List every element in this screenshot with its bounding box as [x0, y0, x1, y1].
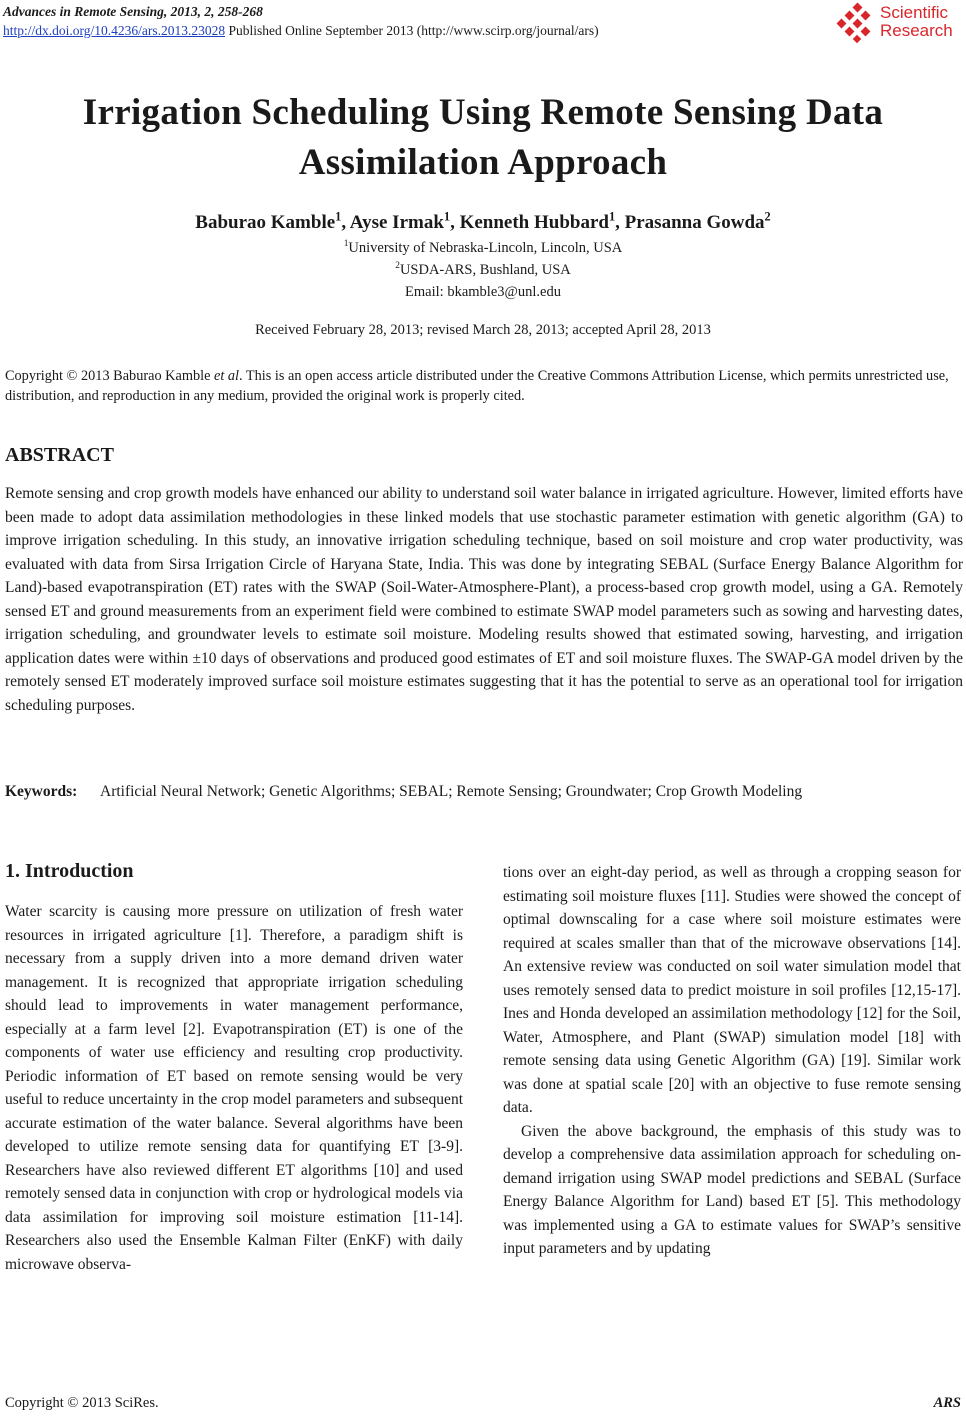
- publisher-logo-mark-icon: [836, 2, 878, 44]
- paper-title: Irrigation Scheduling Using Remote Sensing Data Assimilation Approach: [82, 92, 884, 183]
- publication-info: Published Online September 2013 (http://www.scirp.org/journal/ars): [225, 23, 599, 38]
- body-column-left: [5, 900, 463, 1276]
- author-list: Baburao Kamble$^1$, Ayse Irmak$^1$, Kenneth Hubbard$^1$, Prasanna Gowda$^2$: [195, 209, 771, 233]
- paragraph: Water scarcity is causing more pressure on utilization of fresh water resources in irrigated agriculture [1]. Therefore, a paradigm shift is necessary from a supply driven into a more demand driven water management. It is recognized that appropriate irrigation scheduling should lead to improvements in water management performance, especially at a farm level [2]. Evapotranspiration (ET) is one of the components of water use efficiency and resulting crop productivity. Periodic information of ET based on remote sensing would be very useful to reduce uncertainty in the crop model parameters and subsequent accurate estimation of the water balance. Several algorithms have been developed to utilize remote sensing data for quantifying ET [3-9]. Researchers have also reviewed different ET algorithms [10] and used remotely sensed data in conjunction with crop or hydrological models via data assimilation for improving soil moisture estimation [11-14]. Researchers also used the Ensemble Kalman Filter (EnKF) with daily microwave observa-: [5, 903, 463, 1273]
- footer-journal-abbrev: ARS: [933, 1395, 961, 1411]
- affiliation-2: $^2$USDA-ARS, Bushland, USA: [395, 261, 571, 278]
- abstract-text: Remote sensing and crop growth models have enhanced our ability to understand soil water balance in irrigated agriculture. However, limited efforts have been made to adopt data assimilation methodologies in these linked models that use stochastic parameter estimation with genetic algorithm (GA) to improve irrigation scheduling. In this study, an innovative irrigation scheduling technique, based on soil moisture and crop water productivity, was evaluated with data from Sirsa Irrigation Circle of Haryana State, India. This was done by integrating SEBAL (Surface Energy Balance Algorithm for Land)-based evapotranspiration (ET) rates with the SWAP (Soil-Water-Atmosphere-Plant), a process-based crop growth model, using a GA. Remotely sensed ET and ground measurements from an experiment field were combined to estimate SWAP model parameters such as sowing and harvesting dates, irrigation scheduling, and groundwater levels to estimate soil moisture. Modeling results showed that estimated sowing, harvesting, and irrigation application dates were within ±10 days of observations and produced good estimates of ET and soil moisture fluxes. The SWAP-GA model driven by the remotely sensed ET moderately improved surface soil moisture estimates suggesting that it has the potential to serve as an operational tool for irrigation scheduling purposes.: [5, 485, 963, 714]
- paragraph: Given the above background, the emphasis of this study was to develop a comprehensive data assimilation approach for scheduling on-demand irrigation using SWAP model predictions and SEBAL (Surface Energy Balance Algorithm for Land) based ET [5]. This methodology was implemented using a GA to estimate values for SWAP’s sensitive input parameters and by updating: [503, 1122, 961, 1257]
- doi-link[interactable]: http://dx.doi.org/10.4236/ars.2013.23028: [3, 23, 226, 38]
- keywords: [5, 780, 963, 804]
- abstract-heading: ABSTRACT: [5, 444, 114, 466]
- running-header: [3, 2, 599, 40]
- copyright-notice: Copyright © 2013 Baburao Kamble et al. This is an open access article distributed under the Creative Commons Attribution License, which permits unrestricted use, distribution, and reproduction in any medium, provided the original work is properly cited.: [5, 368, 949, 404]
- footer-copyright: Copyright © 2013 SciRes.: [5, 1395, 159, 1411]
- affiliation-1: $^1$University of Nebraska-Lincoln, Lincoln, USA: [343, 239, 623, 256]
- keywords-label: Keywords:: [5, 783, 78, 800]
- keywords-list: Artificial Neural Network; Genetic Algorithms; SEBAL; Remote Sensing; Groundwater; Crop Growth Modeling: [100, 783, 803, 800]
- section-heading-introduction: 1. Introduction: [5, 860, 134, 882]
- publisher-logo-text: Scientific Research: [880, 3, 953, 40]
- body-column-right: [503, 861, 961, 1261]
- author-email: Email: bkamble3@unl.edu: [405, 284, 561, 300]
- journal-citation: , 2013, 2, 258-268: [163, 4, 263, 19]
- journal-name: Advances in Remote Sensing: [3, 4, 164, 19]
- received-dates: Received February 28, 2013; revised March 28, 2013; accepted April 28, 2013: [255, 322, 711, 338]
- paragraph: tions over an eight-day period, as well as through a cropping season for estimating soil moisture fluxes [11]. Studies were showed the concept of optimal downscaling for a case where soil moisture estimates were required at scales smaller than that of the microwave observations [14]. An extensive review was conducted on soil water simulation model that uses remotely sensed data to predict moisture in soil profiles [12,15-17]. Ines and Honda developed an assimilation methodology [12] for the Soil, Water, Atmosphere, and Plant (SWAP) simulation model [18] with remote sensing data using Genetic Algorithm (GA) [19]. Similar work was done at spatial scale [20] with an objective to fuse remote sensing data.: [503, 864, 961, 1116]
- publisher-logo: [836, 2, 960, 46]
